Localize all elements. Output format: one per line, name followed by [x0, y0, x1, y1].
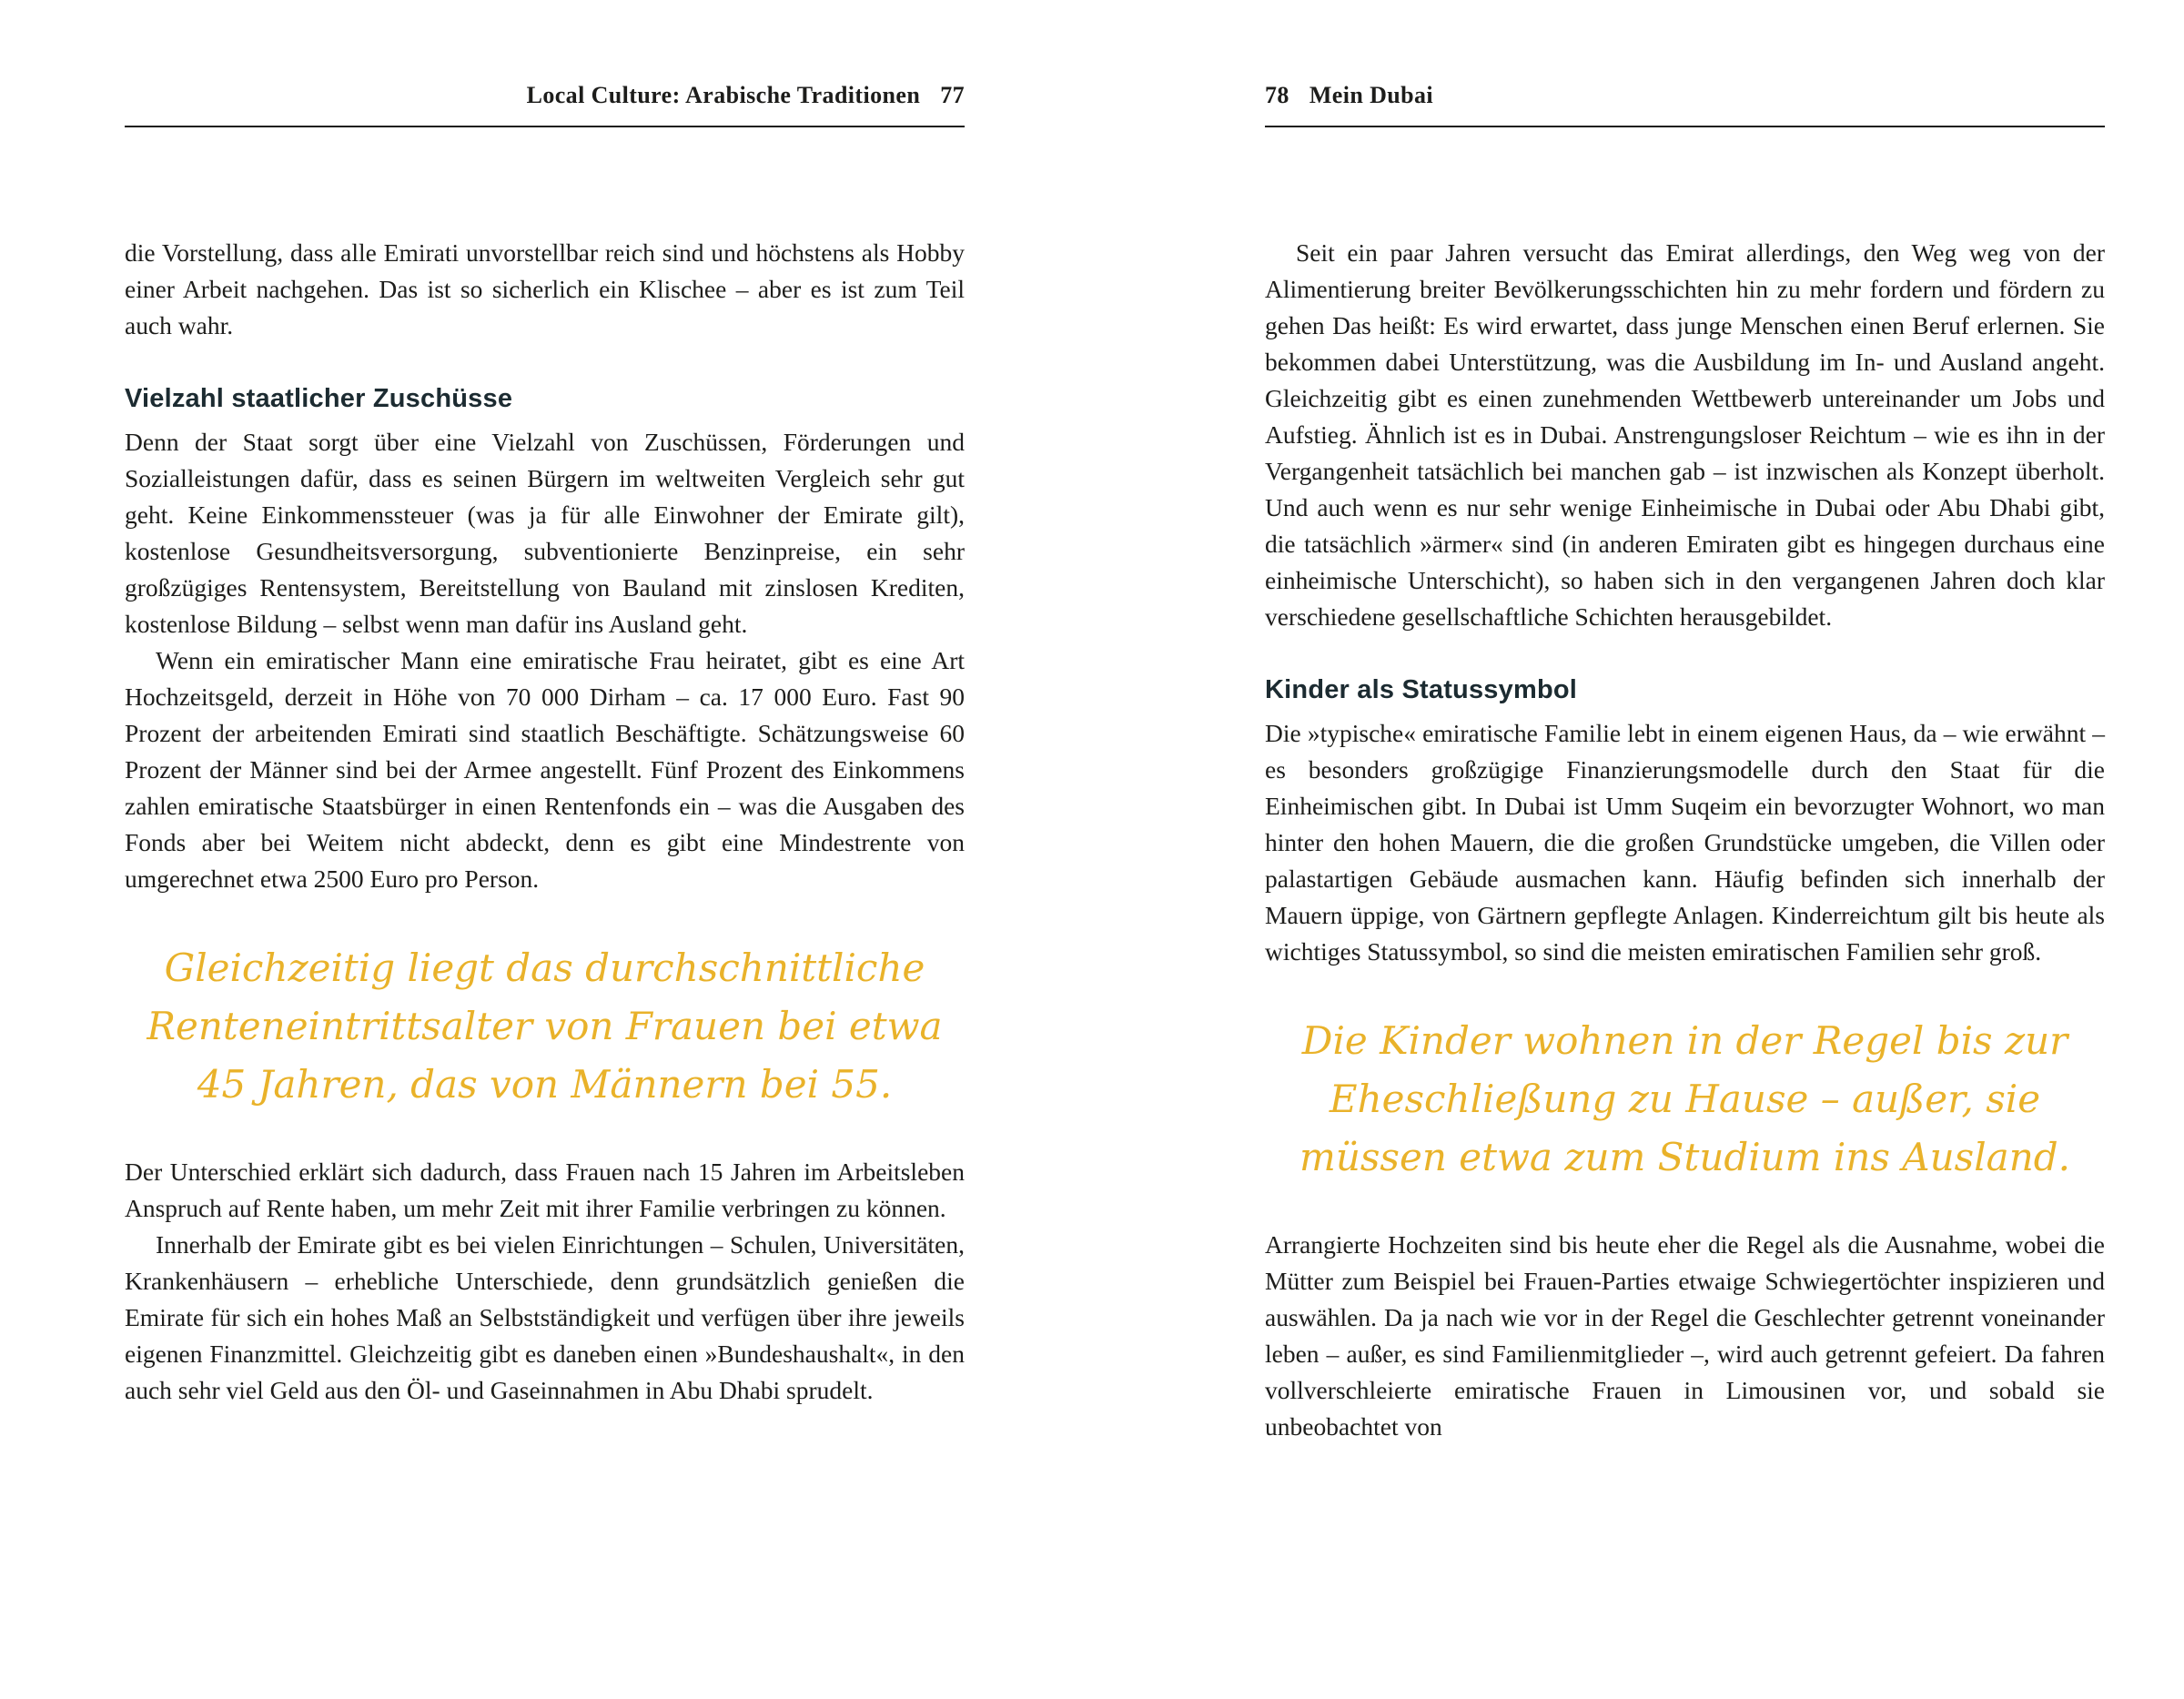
running-head-right: [1265, 82, 2105, 127]
section-heading-statussymbol: Kinder als Statussymbol: [1265, 675, 1578, 704]
paragraph: Der Unterschied erklärt sich dadurch, dass Frauen nach 15 Jahren im Arbeitsleben Anspruch auf Rente haben, um mehr Zeit mit ihrer Familie verbringen zu können.: [125, 1158, 965, 1222]
running-head-title: Local Culture: Arabische Traditionen: [526, 82, 921, 108]
page-number: 77: [940, 82, 965, 108]
paragraph: Wenn ein emiratischer Mann eine emiratische Frau heiratet, gibt es eine Art Hochzeitsgeld, derzeit in Höhe von 70 000 Dirham – ca. 17 000 Euro. Fast 90 Prozent der arbeitenden Emirati sind staatlich Beschäftigte. Schätzungsweise 60 Prozent der Männer sind bei der Armee angestellt. Fünf Prozent des Einkommens zahlen emiratische Staatsbürger in einen Rentenfonds ein – was die Ausgaben des Fonds aber bei Weitem nicht abdeckt, denn es gibt eine Mindestrente von umgerechnet etwa 2500 Euro pro Person.: [125, 646, 965, 893]
paragraph: Innerhalb der Emirate gibt es bei vielen Einrichtungen – Schulen, Universitäten, Krankenhäusern – erhebliche Unterschiede, denn grundsätzlich genießen die Emirate für sich ein hohes Maß an Selbstständigkeit und verfügen über ihre jeweils eigenen Finanzmittel. Gleichzeitig gibt es daneben einen »Bundeshaushalt«, in den auch sehr viel Geld aus den Öl- und Gaseinnahmen in Abu Dhabi sprudelt.: [125, 1230, 965, 1404]
running-head-title: Mein Dubai: [1309, 82, 1433, 108]
paragraph: die Vorstellung, dass alle Emirati unvorstellbar reich sind und höchstens als Hobby einer Arbeit nachgehen. Das ist so sicherlich ein Klischee – aber es ist zum Teil auch wahr.: [125, 238, 965, 339]
paragraph: Denn der Staat sorgt über eine Vielzahl von Zuschüssen, Förderungen und Sozialleistungen dafür, dass es seinen Bürgern im weltweiten Vergleich sehr gut geht. Keine Einkommenssteuer (was ja für alle Einwohner der Emirate gilt), kostenlose Gesundheitsversorgung, subventionierte Benzinpreise, ein sehr großzügiges Rentensystem, Bereitstellung von Bauland mit zinslosen Krediten, kostenlose Bildung – selbst wenn man dafür ins Ausland geht.: [125, 428, 965, 638]
pull-quote-kinder: Die Kinder wohnen in der Regel bis zur Eheschließung zu Hause – außer, sie müssen etwa zum Studium ins Ausland.: [1299, 1018, 2070, 1179]
page-number: 78: [1265, 82, 1289, 108]
running-head-left: [125, 82, 965, 127]
left-page: [125, 82, 965, 1409]
paragraph: Arrangierte Hochzeiten sind bis heute eher die Regel als die Ausnahme, wobei die Mütter zum Beispiel bei Frauen-Parties etwaige Schwiegertöchter inspizieren und auswählen. Da ja nach wie vor in der Regel die Geschlechter getrennt voneinander leben – außer, es sind Familienmitglieder –, wird auch getrennt gefeiert. Da fahren vollverschleierte emiratische Frauen in Limousinen vor, und sobald sie unbeobachtet von: [1265, 1230, 2105, 1441]
section-heading-zuschuesse: Vielzahl staatlicher Zuschüsse: [125, 384, 513, 413]
left-page-content: [125, 235, 965, 1409]
right-page: [1265, 82, 2105, 1445]
right-page-content: [1265, 235, 2105, 1445]
pull-quote-rente: Gleichzeitig liegt das durchschnittliche Renteneintrittsalter von Frauen bei etwa 45 Jahren, das von Männern bei 55.: [147, 946, 943, 1107]
paragraph: Die »typische« emiratische Familie lebt in einem eigenen Haus, da – wie erwähnt – es besonders großzügige Finanzierungsmodelle durch den Staat für die Einheimischen gibt. In Dubai ist Umm Suqeim ein bevorzugter Wohnort, wo man hinter den hohen Mauern, die die großen Grundstücke umgeben, die Villen oder palastartigen Gebäude ausmachen kann. Häufig befinden sich innerhalb der Mauern üppige, von Gärtnern gepflegte Anlagen. Kinderreichtum gilt bis heute als wichtiges Statussymbol, so sind die meisten emiratischen Familien sehr groß.: [1265, 719, 2105, 966]
paragraph: Seit ein paar Jahren versucht das Emirat allerdings, den Weg weg von der Alimentierung breiter Bevölkerungsschichten hin zu mehr fordern und fördern zu gehen Das heißt: Es wird erwartet, dass junge Menschen einen Beruf erlernen. Sie bekommen dabei Unterstützung, was die Ausbildung im In- und Ausland angeht. Gleichzeitig gibt es einen zunehmenden Wettbewerb untereinander um Jobs und Aufstieg. Ähnlich ist es in Dubai. Anstrengungsloser Reichtum – wie es ihn in der Vergangenheit tatsächlich bei manchen gab – ist inzwischen als Konzept überholt. Und auch wenn es nur sehr wenige Einheimische in Dubai oder Abu Dhabi gibt, die tatsächlich »ärmer« sind (in anderen Emiraten gibt es hingegen durchaus eine einheimische Unterschicht), so haben sich in den vergangenen Jahren doch klar verschiedene gesellschaftliche Schichten herausgebildet.: [1265, 238, 2105, 631]
